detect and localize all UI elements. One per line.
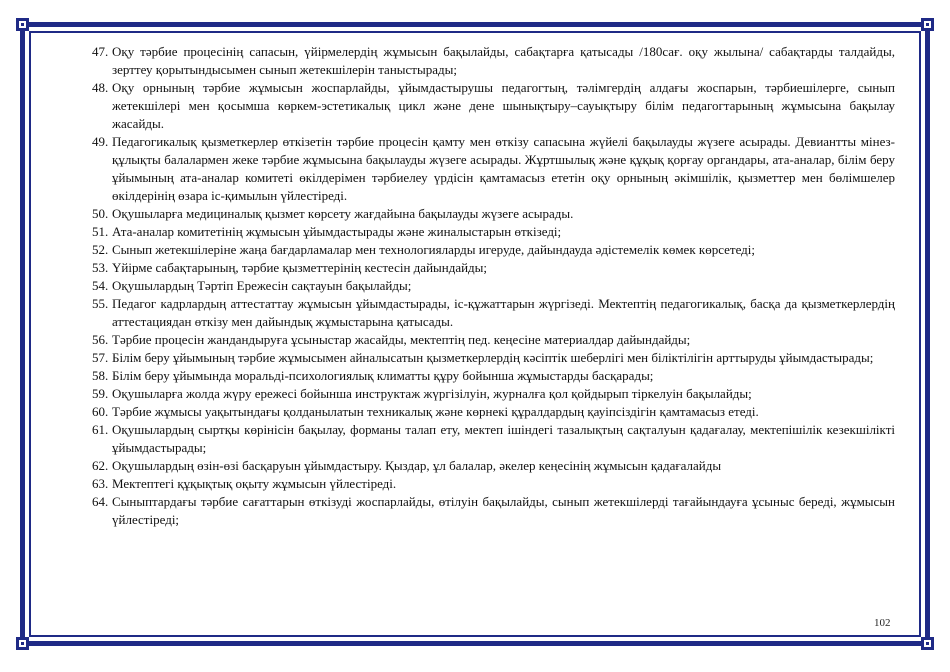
list-item [92, 205, 895, 223]
item-number: 64. [92, 494, 109, 509]
item-text: Педагогикалық қызметкерлер өткізетін тәрбие процесін қамту мен өткізу сапасына жүйелі бақылауды жүзеге асырады. Девиантты мінез-құлықты балалармен жеке тәрбие жұмысына бақылауды жүзеге асырады. Жұртшылық және құқық қорғау органдары, ата-аналар, білім беру ұйымының ата-аналар комитеті өкілдерімен тәрбиелеу үрдісін қамтамасыз ететін оқу орнының әкімшілік, қызметтер мен бөлімшелер өкілдерінің өзара іс-қимылын үйлестіреді. [112, 134, 895, 203]
item-text: Тәрбие жұмысы уақытындағы қолданылатын техникалық және көрнекі құралдардың қауіпсіздігін қамтамасыз етеді. [112, 404, 759, 419]
item-text: Оқушылардың өзін-өзі басқаруын ұйымдастыру. Қыздар, ұл балалар, әкелер кеңесінің жұмысын қадағалайды [112, 458, 722, 473]
item-text: Тәрбие процесін жандандыруға ұсыныстар жасайды, мектептің пед. кеңесіне материалдар дайындайды; [112, 332, 691, 347]
item-text: Оқушылардың сыртқы көрінісін бақылау, форманы талап ету, мектеп ішіндегі тазалықтың сақталуын қадағалау, мектепішілік кезекшілікті ұйымдастырады; [112, 422, 895, 455]
list-item [92, 457, 895, 475]
item-number: 52. [92, 242, 109, 257]
item-number: 51. [92, 224, 109, 239]
item-number: 48. [92, 80, 109, 95]
list-item [92, 43, 895, 79]
list-item [92, 367, 895, 385]
list-item [92, 241, 895, 259]
list-item [92, 403, 895, 421]
item-text: Ата-аналар комитетінің жұмысын ұйымдастырады және жиналыстарын өткізеді; [112, 224, 562, 239]
frame-corner-top-right [921, 18, 934, 31]
item-text: Оқу орнының тәрбие жұмысын жоспарлайды, ұйымдастырушы педагогтың, тәлімгердің алдағы жоспарын, тәрбиешілерге, сынып жетекшілері мен қосымша көркем-эстетикалық цикл және дене шынықтыру–сауықтыру білім педагогтарының жұмысына бақылау жасайды. [112, 80, 895, 131]
item-number: 60. [92, 404, 109, 419]
list-item [92, 277, 895, 295]
item-text: Сыныптардағы тәрбие сағаттарын өткізуді жоспарлайды, өтілуін бақылайды, сынып жетекшілерді тағайындауға ұсыныс береді, жұмысын үйлестіреді; [112, 494, 895, 527]
item-number: 62. [92, 458, 109, 473]
item-number: 47. [92, 44, 109, 59]
item-number: 49. [92, 134, 109, 149]
list-item [92, 421, 895, 457]
item-text: Оқушыларға жолда жүру ережесі бойынша инструктаж жүргізілуін, журналға қол қойдырып тіркелуін бақылайды; [112, 386, 752, 401]
list-item [92, 133, 895, 205]
item-number: 54. [92, 278, 109, 293]
item-text: Сынып жетекшілеріне жаңа бағдарламалар мен технологияларды игеруде, дайындауда әдістемелік көмек көрсетеді; [112, 242, 756, 257]
item-text: Мектептегі құқықтық оқыту жұмысын үйлестіреді. [112, 476, 397, 491]
list-item [92, 331, 895, 349]
item-number: 55. [92, 296, 109, 311]
item-text: Үйірме сабақтарының, тәрбие қызметтерінің кестесін дайындайды; [112, 260, 488, 275]
item-number: 56. [92, 332, 109, 347]
item-text: Педагог кадрлардың аттестаттау жұмысын ұйымдастырады, іс-құжаттарын жүргізеді. Мектептің педагогикалық, басқа да қызметкерлердің аттестациядан өткізу мен дайындық жұмыстарына қатысады. [112, 296, 895, 329]
document-body [92, 43, 895, 529]
list-item [92, 493, 895, 529]
frame-corner-top-left [16, 18, 29, 31]
item-number: 59. [92, 386, 109, 401]
item-number: 58. [92, 368, 109, 383]
item-number: 61. [92, 422, 109, 437]
item-number: 57. [92, 350, 109, 365]
item-text: Білім беру ұйымында моральді-психологиялық климатты құру бойынша жұмыстарды басқарады; [112, 368, 654, 383]
item-text: Оқушыларға медициналық қызмет көрсету жағдайына бақылауды жүзеге асырады. [112, 206, 574, 221]
item-text: Оқушылардың Тәртіп Ережесін сақтауын бақылайды; [112, 278, 412, 293]
list-item [92, 79, 895, 133]
list-item [92, 385, 895, 403]
list-item [92, 259, 895, 277]
item-number: 50. [92, 206, 109, 221]
list-item [92, 349, 895, 367]
list-item [92, 223, 895, 241]
frame-corner-bottom-right [921, 637, 934, 650]
frame-corner-bottom-left [16, 637, 29, 650]
item-number: 63. [92, 476, 109, 491]
list-item [92, 475, 895, 493]
item-text: Оқу тәрбие процесінің сапасын, үйірмелердің жұмысын бақылайды, сабақтарға қатысады /180сағ. оқу жылына/ сабақтарды талдайды, зерттеу қорытындысымен сынып жетекшілерін таныстырады; [112, 44, 895, 77]
item-number: 53. [92, 260, 109, 275]
item-text: Білім беру ұйымының тәрбие жұмысымен айналысатын қызметкерлердің кәсіптік шеберлігі мен біліктілігін арттыруды ұйымдастырады; [112, 350, 874, 365]
list-item [92, 295, 895, 331]
page-number: 102 [874, 617, 891, 626]
